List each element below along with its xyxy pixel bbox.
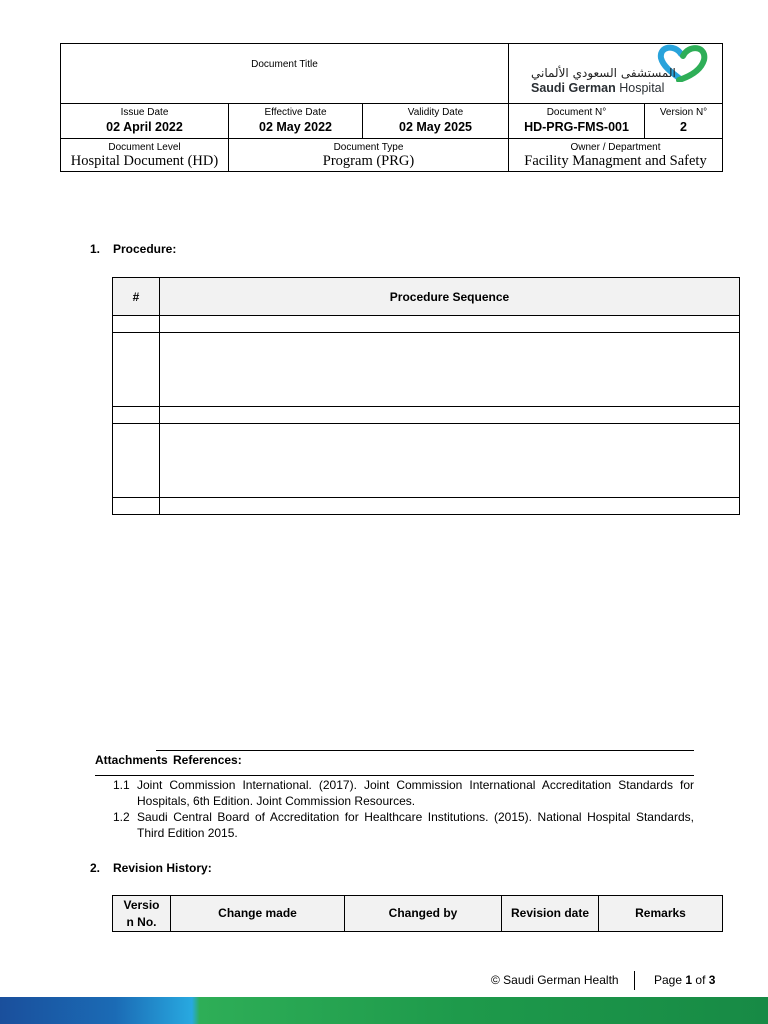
effective-date-value: 02 May 2022: [259, 120, 332, 134]
owner-department-label: Owner / Department: [570, 142, 661, 153]
header-dates-row: [61, 104, 722, 139]
header-title-row: [61, 44, 722, 104]
validity-date-value: 02 May 2025: [399, 120, 472, 134]
revision-col-changed-by: Changed by: [345, 896, 502, 931]
procedure-heading: [90, 242, 176, 256]
document-level-cell: [61, 139, 229, 172]
effective-date-label: Effective Date: [264, 107, 327, 118]
revision-col-remarks: Remarks: [635, 906, 686, 920]
procedure-col-sequence: Procedure Sequence: [389, 290, 510, 304]
document-level-label: Document Level: [108, 142, 181, 153]
procedure-col-hash: #: [132, 290, 140, 304]
procedure-column-divider: [159, 278, 160, 514]
procedure-heading-text: Procedure:: [113, 242, 177, 256]
reference-text: Saudi Central Board of Accreditation for Healthcare Institutions. (2015). National Hospital Standards, Third Edition 2015.: [137, 810, 694, 840]
footer-copyright: © Saudi German Health: [491, 973, 619, 987]
procedure-row-divider: [113, 497, 739, 498]
issue-date-label: Issue Date: [120, 107, 169, 118]
reference-text: Joint Commission International. (2017). Joint Commission International Accreditation Standards for Hospitals, 6th Edition. Joint Commission Resources.: [137, 778, 694, 808]
document-number-value: HD-PRG-FMS-001: [524, 120, 629, 134]
procedure-table: [112, 277, 740, 515]
logo-arabic-text: المستشفى السعودي الألماني: [531, 66, 676, 80]
document-type-value: Program (PRG): [322, 153, 415, 169]
reference-number: 1.1: [113, 778, 130, 792]
document-level-value: Hospital Document (HD): [70, 153, 219, 169]
revision-col-revision-date: Revision date: [502, 896, 599, 931]
procedure-row-divider: [113, 423, 739, 424]
hospital-logo: [509, 44, 722, 104]
attachments-bottom-rule: [95, 775, 694, 776]
attachments-top-rule: [156, 750, 694, 751]
document-type-cell: [229, 139, 509, 172]
logo-english-text: Saudi German Hospital: [531, 81, 665, 95]
attachments-title: Attachments References:: [95, 753, 242, 767]
document-type-label: Document Type: [333, 142, 404, 153]
revision-col-version: Versio n No.: [113, 896, 171, 931]
version-number-cell: [645, 104, 722, 138]
validity-date-cell: [363, 104, 509, 138]
reference-number: 1.2: [113, 810, 130, 824]
revision-history-table: [112, 895, 723, 932]
header-classification-row: [61, 139, 722, 172]
version-number-value: 2: [680, 120, 687, 134]
version-number-label: Version N°: [659, 107, 708, 118]
reference-item: [113, 777, 694, 809]
procedure-row-divider: [113, 406, 739, 407]
document-title-label: Document Title: [61, 44, 509, 104]
revision-number: 2.: [90, 861, 101, 875]
document-header-table: [60, 43, 723, 172]
owner-department-value: Facility Managment and Safety: [524, 153, 707, 169]
effective-date-cell: [229, 104, 363, 138]
revision-heading-text: Revision History:: [113, 861, 212, 875]
revision-col-change-made: Change made: [171, 896, 345, 931]
document-number-cell: [509, 104, 645, 138]
procedure-number: 1.: [90, 242, 101, 256]
validity-date-label: Validity Date: [407, 107, 464, 118]
issue-date-value: 02 April 2022: [106, 120, 183, 134]
procedure-row-divider: [113, 332, 739, 333]
owner-department-cell: [509, 139, 722, 172]
footer-separator: [634, 971, 635, 990]
reference-item: [113, 809, 694, 841]
issue-date-cell: [61, 104, 229, 138]
revision-heading: [90, 861, 212, 875]
document-number-label: Document N°: [546, 107, 607, 118]
footer-page-indicator: Page 1 of 3: [654, 973, 716, 987]
footer-color-bar: [0, 997, 768, 1024]
